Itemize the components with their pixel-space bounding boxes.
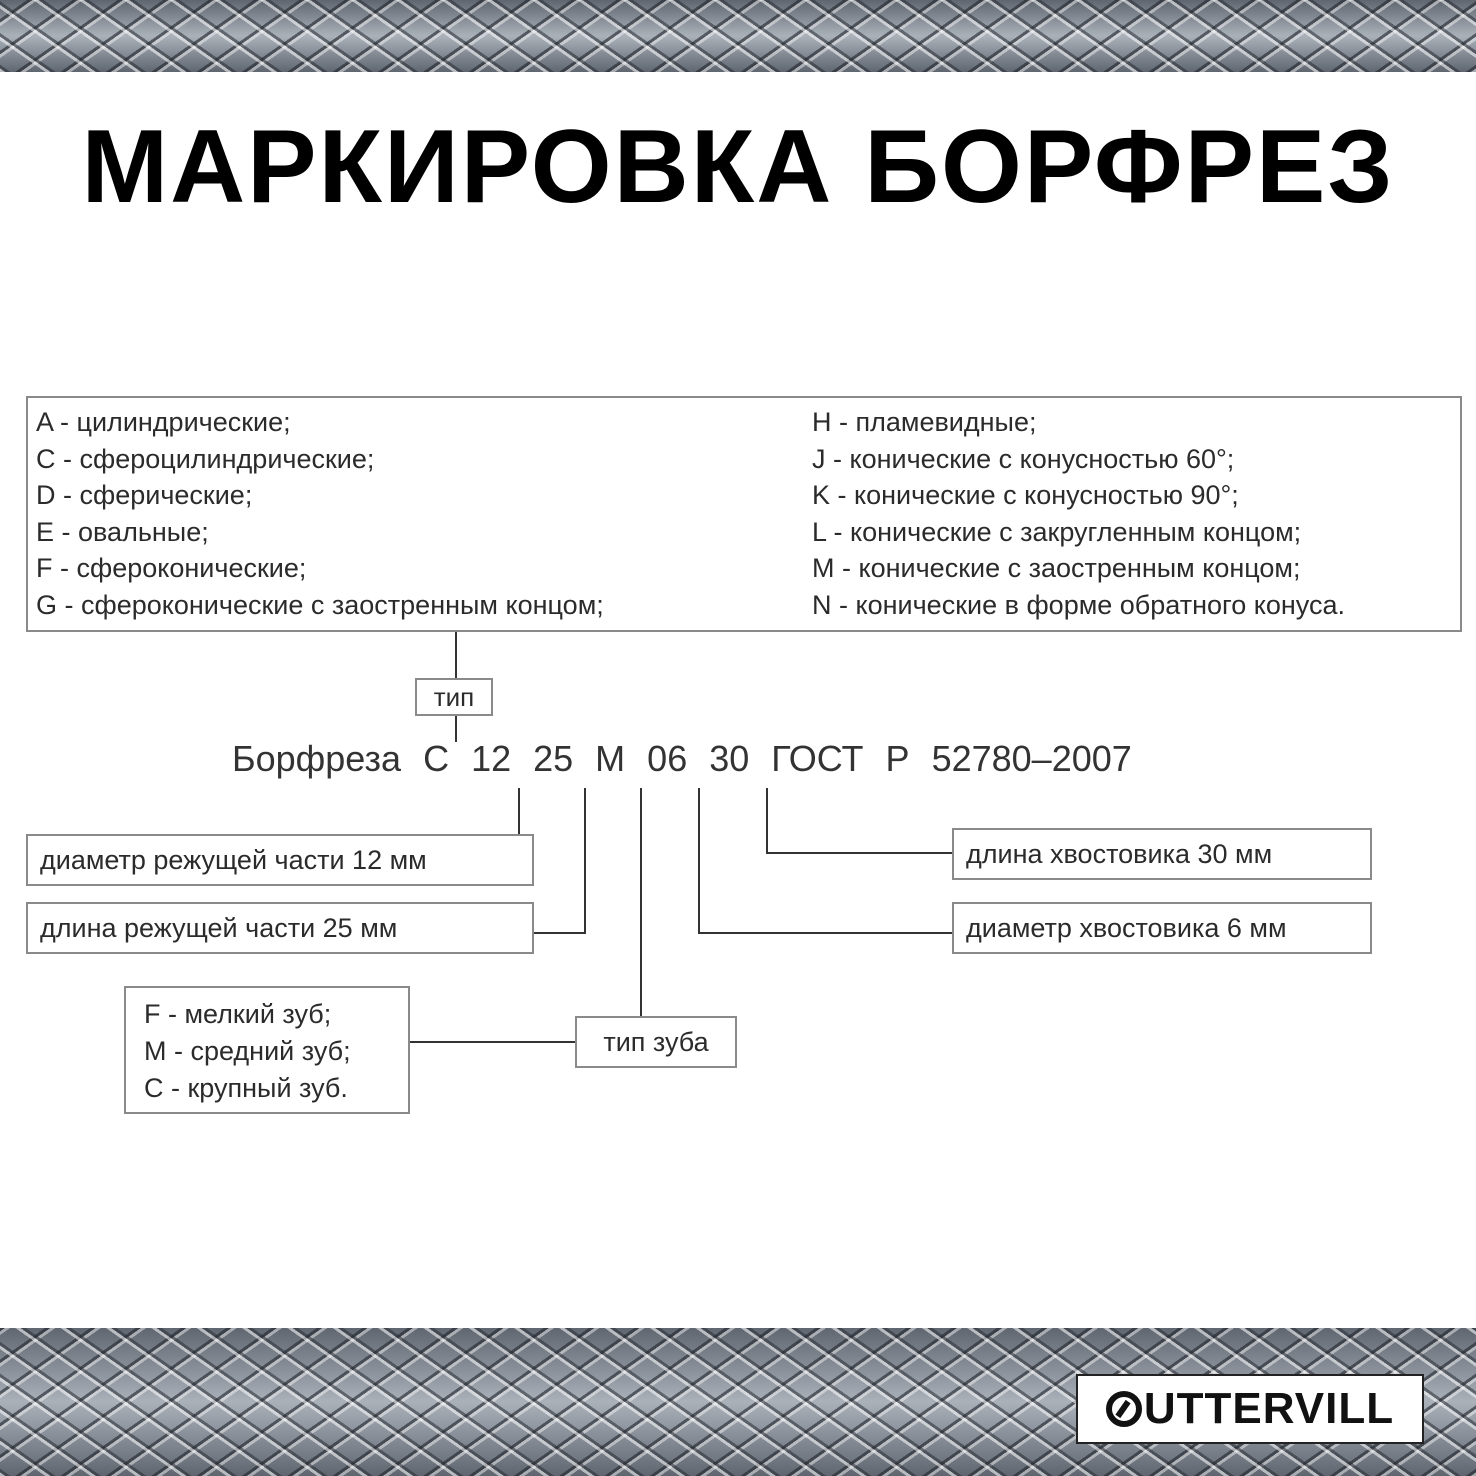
connector-line bbox=[518, 788, 520, 834]
tooth-type-label: тип зуба bbox=[603, 1027, 709, 1057]
types-right-column bbox=[812, 404, 1345, 623]
type-item: L - конические с закругленным концом; bbox=[812, 516, 1302, 547]
connector-line bbox=[410, 1041, 575, 1043]
tooth-legend-box bbox=[124, 986, 410, 1114]
brand-logo bbox=[1076, 1374, 1424, 1444]
cutter-types-box bbox=[26, 396, 1462, 632]
type-item: K - конические с конусностью 90°; bbox=[812, 480, 1239, 510]
type-item: D - сферические; bbox=[36, 480, 253, 510]
code-shank-diameter: 06 bbox=[647, 738, 688, 779]
connector-line bbox=[584, 788, 586, 934]
tooth-item: F - мелкий зуб; bbox=[144, 999, 332, 1029]
connector-line bbox=[698, 932, 954, 934]
connector-line bbox=[455, 632, 457, 678]
type-item: M - конические с заостренным концом; bbox=[812, 553, 1301, 583]
connector-line bbox=[640, 788, 642, 1016]
cut-diameter-label: диаметр режущей части 12 мм bbox=[40, 845, 427, 875]
cut-length-label: длина режущей части 25 мм bbox=[40, 913, 398, 943]
type-item: A - цилиндрические; bbox=[36, 407, 291, 437]
code-diameter: 12 bbox=[471, 738, 512, 779]
connector-line bbox=[534, 932, 586, 934]
types-left-column bbox=[36, 404, 604, 623]
type-label: тип bbox=[433, 682, 475, 712]
tooth-type-box bbox=[575, 1016, 737, 1068]
shank-length-box bbox=[952, 828, 1372, 880]
type-label-box bbox=[415, 678, 493, 716]
tooth-item: M - средний зуб; bbox=[144, 1036, 351, 1066]
type-item: J - конические с конусностью 60°; bbox=[812, 443, 1235, 474]
connector-line bbox=[698, 788, 700, 934]
shank-length-label: длина хвостовика 30 мм bbox=[966, 839, 1273, 869]
connector-line bbox=[766, 852, 954, 854]
code-r: Р bbox=[885, 738, 910, 779]
cut-diameter-box bbox=[26, 834, 534, 886]
type-item: G - сфероконические с заостренным концом; bbox=[36, 589, 604, 620]
logo-text: UTTERVILL bbox=[1143, 1384, 1395, 1433]
connector-line bbox=[766, 788, 768, 854]
code-shank-length: 30 bbox=[709, 738, 750, 779]
code-type: C bbox=[423, 738, 450, 779]
marking-code bbox=[232, 738, 1132, 780]
type-item: H - пламевидные; bbox=[812, 407, 1037, 437]
cut-length-box bbox=[26, 902, 534, 954]
code-tooth: M bbox=[595, 738, 626, 779]
logo-c-icon bbox=[1106, 1391, 1142, 1427]
code-standard: 52780–2007 bbox=[931, 738, 1132, 779]
page-title: МАРКИРОВКА БОРФРЕЗ bbox=[81, 109, 1395, 225]
type-item: C - сфероцилиндрические; bbox=[36, 443, 375, 474]
shank-diameter-label: диаметр хвостовика 6 мм bbox=[966, 913, 1287, 943]
knurled-texture-top bbox=[0, 0, 1476, 72]
type-item: F - сфероконические; bbox=[36, 553, 307, 583]
shank-diameter-box bbox=[952, 902, 1372, 954]
tooth-item: C - крупный зуб. bbox=[144, 1073, 348, 1103]
code-length: 25 bbox=[533, 738, 574, 779]
code-word: Борфреза bbox=[232, 738, 402, 779]
type-item: E - овальные; bbox=[36, 516, 209, 547]
type-item: N - конические в форме обратного конуса. bbox=[812, 589, 1346, 620]
code-gost: ГОСТ bbox=[771, 738, 864, 779]
